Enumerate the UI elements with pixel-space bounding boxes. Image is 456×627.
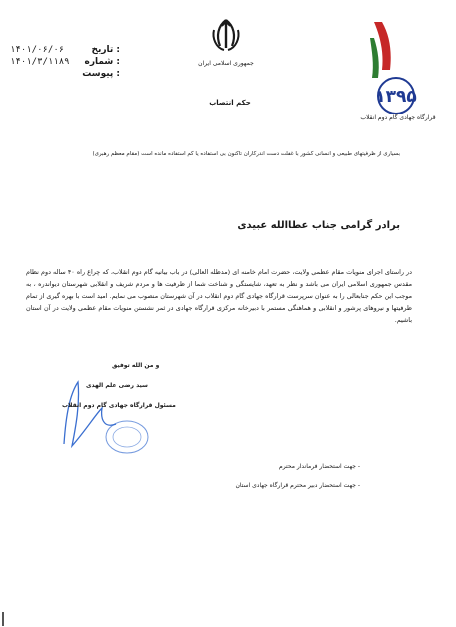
signer-title: مسئول قرارگاه جهادی گام دوم انقلاب [62,402,176,409]
letter-meta [10,44,120,80]
logo-caption: قرارگاه جهادی گام دوم انقلاب [360,114,436,121]
salutation: برادر گرامی جناب عطاالله عبیدی [237,220,400,231]
cc-line-provincial: - جهت استحضار دبیر محترم قرارگاه جهادی استان [235,482,360,489]
logo-emblem-icon [356,18,436,114]
logo-year: ۱۳۹۵ [375,87,417,107]
number-label: شماره : [84,57,120,67]
organization-logo [356,18,436,128]
national-emblem [196,16,256,67]
cc-line-governor: - جهت استحضار فرماندار محترم [279,463,360,470]
scan-edge-mark [2,612,4,626]
number-value: ۱۴۰۱/۳/۱۱۸۹ [10,57,70,67]
attachment-row [10,68,120,80]
cc-text: جهت استحضار فرماندار محترم [279,463,356,470]
official-stamp-icon [104,418,150,456]
letter-body: در راستای اجرای منویات مقام عظمی ولایت، حضرت امام خامنه ای (مدظله العالی) در باب بیانیه گام دوم انقلاب، که چراغ راه ۴۰ ساله دوم نظام مقدس جمهوری اسلامی ایران می باشد و نظر به تعهد، شایستگی و شناخت شما از ظرفیت ها و مردم شریف و انقلابی شهرستان دیواندره ، به موجب این حکم جنابعالی را به عنوان سرپرست قرارگاه جهادی گام دوم انقلاب در آن شهرستان منصوب می نمایم. امید است با بهره گیری از تمام ظرفیتها و نیروهای پرشور و انقلابی و هماهنگی مستمر با دبیرخانه مرکزی قرارگاه جهادی در ثمر نشستن منویات مقام عظمی ولایت در آن استان باشیم. [26,268,412,324]
closing-phrase: و من الله توفیق [112,362,160,369]
date-label: تاریخ : [91,45,120,55]
number-row [10,56,120,68]
leader-quote: بسیاری از ظرفیتهای طبیعی و انسانی کشور با غفلت دست اندرکاران تاکنون بی استفاده یا کم استفاده مانده است (مقام معظم رهبری) [92,151,400,157]
cc-text: جهت استحضار دبیر محترم قرارگاه جهادی استان [235,482,356,489]
emblem-icon [206,16,246,56]
signer-name: سید رضی علم الهدی [86,382,148,389]
attachment-label: پیوست : [82,69,120,79]
emblem-caption: جمهوری اسلامی ایران [198,60,254,67]
date-row [10,44,120,56]
letter-title: حکم انتصاب [209,99,251,107]
date-value: ۱۴۰۱/۰۶/۰۶ [10,45,65,55]
